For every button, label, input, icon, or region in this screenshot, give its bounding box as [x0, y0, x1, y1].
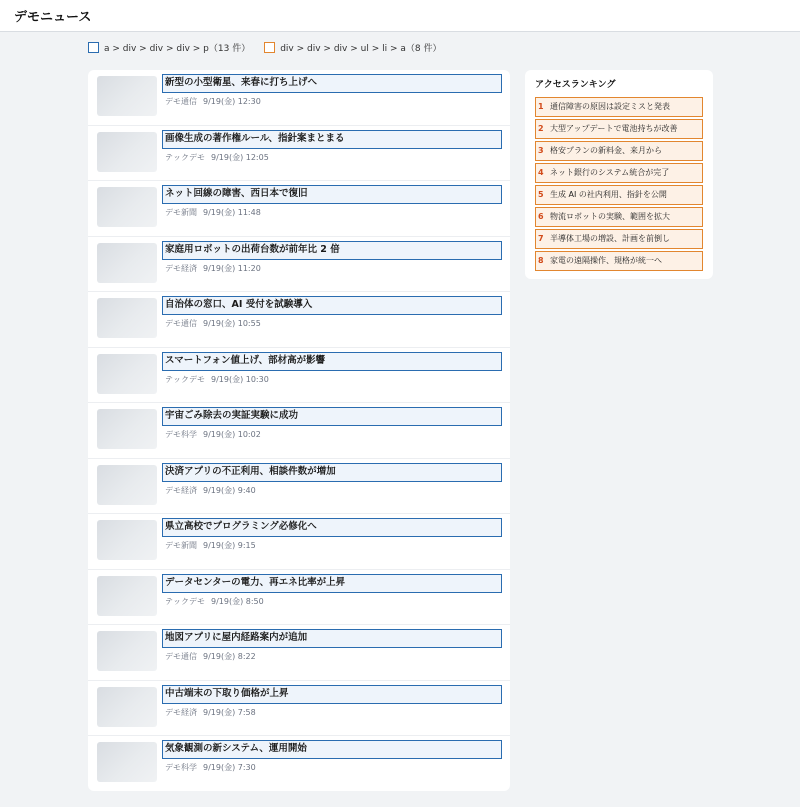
article-thumbnail[interactable]	[97, 132, 157, 172]
rank-number: 6	[538, 212, 544, 221]
ranking-item[interactable]	[535, 163, 703, 183]
article-source: テックデモ	[165, 152, 205, 162]
rank-link-text[interactable]: 半導体工場の増設、計画を前倒し	[550, 234, 670, 243]
rank-number: 7	[538, 234, 544, 243]
rank-link-text[interactable]: 大型アップデートで電池持ちが改善	[550, 124, 678, 133]
rank-number: 1	[538, 102, 544, 111]
article-source: デモ経済	[165, 707, 197, 717]
article-meta	[165, 152, 269, 163]
article-meta	[165, 96, 261, 107]
rank-number: 2	[538, 124, 544, 133]
article-title-link[interactable]: 新型の小型衛星、来春に打ち上げへ	[162, 74, 502, 93]
article-thumbnail[interactable]	[97, 187, 157, 227]
ranking-title: アクセスランキング	[535, 80, 616, 90]
article-meta	[165, 651, 256, 662]
article-thumbnail[interactable]	[97, 742, 157, 782]
article-date: 9/19(金) 10:55	[203, 319, 261, 328]
rank-number: 5	[538, 190, 544, 199]
article-title-link[interactable]: 決済アプリの不正利用、相談件数が増加	[162, 463, 502, 482]
article-source: デモ通信	[165, 319, 197, 328]
article-date: 9/19(金) 9:15	[203, 541, 256, 550]
article-meta	[165, 374, 269, 385]
legend-label: div > div > div > ul > li > a（8 件）	[280, 44, 442, 54]
article-title-link[interactable]: 県立高校でプログラミング必修化へ	[162, 518, 502, 537]
article-date: 9/19(金) 11:48	[203, 208, 261, 217]
legend-item-blue	[88, 41, 250, 54]
article-title-link[interactable]: 自治体の窓口、AI 受付を試験導入	[162, 296, 502, 315]
rank-number: 3	[538, 146, 544, 155]
article-source: デモ経済	[165, 485, 197, 495]
legend-item-orange	[264, 41, 441, 54]
rank-number: 4	[538, 168, 544, 177]
rank-number: 8	[538, 256, 544, 265]
article-thumbnail[interactable]	[97, 243, 157, 283]
article-date: 9/19(金) 11:20	[203, 263, 261, 273]
ranking-item[interactable]	[535, 251, 703, 271]
article-date: 9/19(金) 7:58	[203, 707, 256, 717]
article-thumbnail[interactable]	[97, 409, 157, 449]
article-thumbnail[interactable]	[97, 465, 157, 505]
rank-link-text[interactable]: ネット銀行のシステム統合が完了	[550, 168, 670, 177]
article-thumbnail[interactable]	[97, 354, 157, 394]
article-source: テックデモ	[165, 374, 205, 384]
rank-link-text[interactable]: 物流ロボットの実験、範囲を拡大	[550, 212, 670, 221]
article-item[interactable]	[88, 292, 510, 348]
article-date: 9/19(金) 12:05	[211, 152, 269, 162]
article-title-link[interactable]: ネット回線の障害、西日本で復旧	[162, 185, 502, 204]
article-thumbnail[interactable]	[97, 520, 157, 560]
selector-legend	[88, 41, 455, 54]
article-thumbnail[interactable]	[97, 576, 157, 616]
article-meta	[165, 485, 256, 496]
article-title-link[interactable]: データセンターの電力、再エネ比率が上昇	[162, 574, 502, 593]
article-item[interactable]	[88, 681, 510, 737]
article-source: デモ科学	[165, 763, 197, 772]
article-item[interactable]	[88, 625, 510, 681]
article-source: デモ科学	[165, 430, 197, 439]
article-source: デモ通信	[165, 97, 197, 106]
article-item[interactable]	[88, 570, 510, 626]
article-meta	[165, 318, 261, 329]
article-meta	[165, 207, 261, 218]
article-item[interactable]	[88, 403, 510, 459]
blue-swatch-icon	[88, 42, 99, 53]
article-date: 9/19(金) 7:30	[203, 763, 256, 772]
article-date: 9/19(金) 9:40	[203, 485, 256, 495]
article-item[interactable]	[88, 181, 510, 237]
article-title-link[interactable]: 地図アプリに屋内経路案内が追加	[162, 629, 502, 648]
article-date: 9/19(金) 8:50	[211, 596, 264, 606]
article-meta	[165, 707, 256, 718]
article-meta	[165, 762, 256, 773]
ranking-item[interactable]	[535, 97, 703, 117]
ranking-item[interactable]	[535, 207, 703, 227]
rank-link-text[interactable]: 家電の遠隔操作、規格が統一へ	[550, 256, 662, 265]
ranking-item[interactable]	[535, 141, 703, 161]
article-date: 9/19(金) 12:30	[203, 97, 261, 106]
rank-link-text[interactable]: 格安プランの新料金、来月から	[550, 146, 662, 155]
article-title-link[interactable]: スマートフォン値上げ、部材高が影響	[162, 352, 502, 371]
ranking-item[interactable]	[535, 229, 703, 249]
article-meta	[165, 263, 261, 274]
article-source: デモ通信	[165, 652, 197, 661]
article-list	[88, 70, 510, 791]
article-item[interactable]	[88, 348, 510, 404]
article-item[interactable]	[88, 70, 510, 126]
ranking-item[interactable]	[535, 185, 703, 205]
article-title-link[interactable]: 宇宙ごみ除去の実証実験に成功	[162, 407, 502, 426]
article-thumbnail[interactable]	[97, 298, 157, 338]
article-date: 9/19(金) 10:30	[211, 374, 269, 384]
rank-link-text[interactable]: 生成 AI の社内利用、指針を公開	[550, 190, 667, 199]
article-thumbnail[interactable]	[97, 687, 157, 727]
article-meta	[165, 596, 264, 607]
article-thumbnail[interactable]	[97, 76, 157, 116]
article-date: 9/19(金) 10:02	[203, 430, 261, 439]
article-item[interactable]	[88, 736, 510, 791]
article-title-link[interactable]: 画像生成の著作権ルール、指針案まとまる	[162, 130, 502, 149]
article-item[interactable]	[88, 237, 510, 293]
article-title-link[interactable]: 中古端末の下取り価格が上昇	[162, 685, 502, 704]
article-meta	[165, 540, 256, 551]
article-source: デモ経済	[165, 263, 197, 273]
article-date: 9/19(金) 8:22	[203, 652, 256, 661]
article-item[interactable]	[88, 126, 510, 182]
article-thumbnail[interactable]	[97, 631, 157, 671]
article-source: デモ新聞	[165, 208, 197, 217]
top-bar	[0, 0, 800, 32]
article-meta	[165, 429, 261, 440]
rank-link-text[interactable]: 通信障害の原因は設定ミスと発表	[550, 102, 670, 111]
site-title: デモニュース	[14, 10, 92, 25]
article-source: テックデモ	[165, 596, 205, 606]
access-ranking-panel	[525, 70, 713, 279]
article-source: デモ新聞	[165, 541, 197, 550]
legend-label: a > div > div > div > p（13 件）	[104, 44, 251, 54]
article-item[interactable]	[88, 514, 510, 570]
orange-swatch-icon	[264, 42, 275, 53]
ranking-item[interactable]	[535, 119, 703, 139]
article-title-link[interactable]: 家庭用ロボットの出荷台数が前年比 2 倍	[162, 241, 502, 260]
article-title-link[interactable]: 気象観測の新システム、運用開始	[162, 740, 502, 759]
article-item[interactable]	[88, 459, 510, 515]
